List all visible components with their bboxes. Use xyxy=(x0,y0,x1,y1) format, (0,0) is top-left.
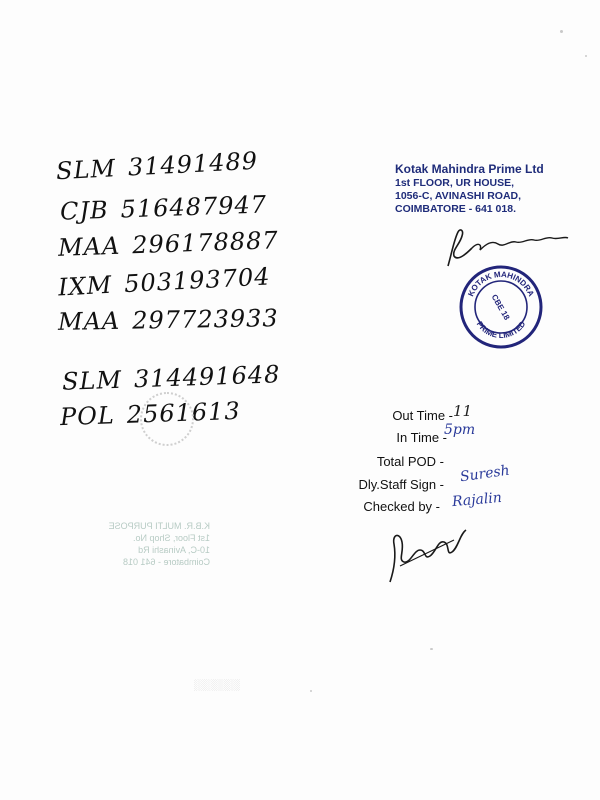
awb-number: 503193704 xyxy=(123,262,272,299)
bleed-through-stamp xyxy=(70,520,210,580)
awb-entry xyxy=(57,262,271,301)
awb-code: IXM xyxy=(57,270,113,302)
seal-top-text: KOTAK MAHINDRA xyxy=(466,269,536,298)
scan-speck xyxy=(430,648,433,650)
company-address-stamp xyxy=(395,162,570,216)
awb-entry xyxy=(62,360,281,396)
out-time-label: Out Time - xyxy=(392,408,453,423)
awb-code: CJB xyxy=(59,195,110,226)
checked-by-label: Checked by - xyxy=(363,499,440,514)
faint-bleed-mark: ░░░░░░░ xyxy=(193,680,240,692)
dly-staff-sign-label: Dly.Staff Sign - xyxy=(358,477,444,492)
total-pod-label: Total POD - xyxy=(376,454,444,469)
out-time-value: 11 xyxy=(453,402,473,420)
awb-number: 31491489 xyxy=(127,146,259,182)
awb-entry xyxy=(58,226,280,262)
stamp-company-name: Kotak Mahindra Prime Ltd xyxy=(395,162,544,176)
awb-code: MAA xyxy=(57,306,121,336)
company-round-seal xyxy=(458,264,544,350)
scan-speck xyxy=(560,30,563,33)
awb-entry xyxy=(55,147,258,186)
awb-number: 2561613 xyxy=(126,396,242,429)
awb-code: MAA xyxy=(57,231,121,262)
stamp-address-line: 1st FLOOR, UR HOUSE, xyxy=(395,177,515,189)
stamp-address-line: COIMBATORE - 641 018. xyxy=(395,203,516,215)
awb-code: SLM xyxy=(61,365,123,396)
stamp-address-line: 1056-C, AVINASHI ROAD, xyxy=(395,190,522,202)
scan-speck xyxy=(310,690,312,692)
awb-number: 314491648 xyxy=(133,360,281,394)
checked-by-value: Rajalin xyxy=(451,489,503,511)
awb-number: 297723933 xyxy=(132,304,279,335)
faint-round-stamp xyxy=(140,392,194,446)
scan-speck xyxy=(585,55,587,57)
awb-number: 296178887 xyxy=(131,226,280,260)
in-time-value: 5pm xyxy=(444,422,476,438)
seal-bottom-text: PRIME LIMITED xyxy=(474,319,528,341)
awb-entry xyxy=(60,190,268,225)
ghost-stamp-line: 10-C, Avinashi Rd xyxy=(138,545,210,555)
seal-center-text: CBE 18 xyxy=(489,292,512,322)
ghost-stamp-line: K.B.R. MULTI PURPOSE xyxy=(108,521,210,531)
ghost-stamp-line: 1st Floor, Shop No. xyxy=(132,533,210,543)
awb-entry xyxy=(58,304,279,336)
awb-code: POL xyxy=(59,401,116,432)
signature-icon xyxy=(380,520,470,590)
receiver-signature xyxy=(380,520,470,590)
awb-code: SLM xyxy=(55,154,117,186)
dly-staff-sign-value: Suresh xyxy=(459,462,511,486)
awb-number: 516487947 xyxy=(120,190,268,224)
in-time-label: In Time - xyxy=(396,430,447,445)
ghost-stamp-line: Coimbatore - 641 018 xyxy=(122,557,210,567)
